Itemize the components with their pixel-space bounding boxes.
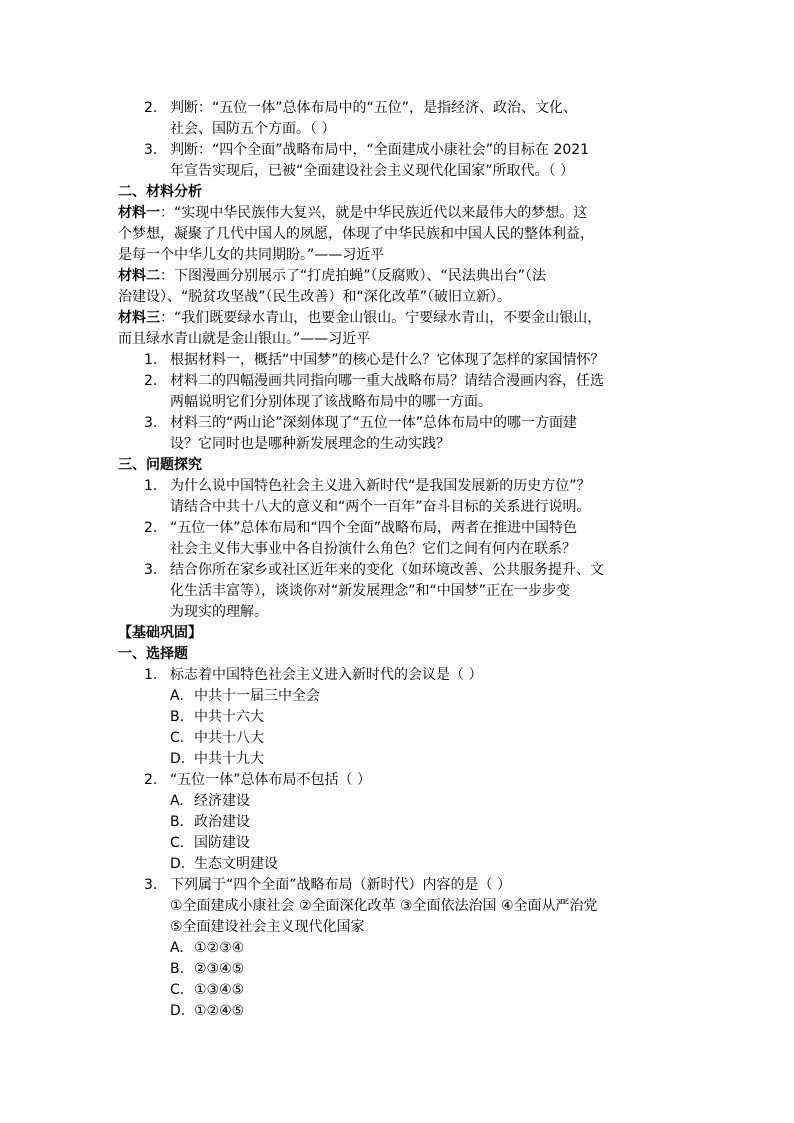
option-c: [170, 833, 250, 853]
item-number: 2.: [144, 373, 158, 389]
inquiry-question-1-cont: 请结合中共十八大的意义和“两个一百年”奋斗目标的关系进行说明。: [170, 499, 591, 515]
choice-question-3: [144, 875, 511, 895]
option-b: [170, 812, 250, 832]
item-text: 结合你所在家乡或社区近年来的变化（如环境改善、公共服务提升、文: [170, 562, 604, 578]
material-label: 材料二: [118, 268, 160, 284]
inquiry-question-2: [144, 518, 577, 538]
inquiry-question-2-cont: 社会主义伟大事业中各自扮演什么角色？它们之间有何内在联系？: [170, 541, 576, 557]
option-letter: A.: [170, 793, 184, 809]
option-letter: D.: [170, 856, 186, 872]
option-text: 中共十九大: [194, 751, 264, 767]
option-letter: D.: [170, 751, 186, 767]
item-text: “五位一体”总体布局不包括（ ）: [170, 772, 371, 788]
judgment-item-3: [144, 140, 589, 160]
analysis-question-2: [144, 371, 604, 391]
choice-question-2: [144, 770, 371, 790]
option-text: ①②④⑤: [194, 1003, 245, 1019]
item-text: 材料二的四幅漫画共同指向哪一重大战略布局？请结合漫画内容，任选: [170, 373, 604, 389]
option-d: [170, 1001, 244, 1021]
material-one-cont: 是每一个中华儿女的共同期盼。”——习近平: [118, 247, 385, 263]
option-c: [170, 980, 244, 1000]
analysis-question-3: [144, 413, 577, 433]
choice-question-1: [144, 665, 482, 685]
item-number: 2.: [144, 100, 158, 116]
item-text: 标志着中国特色社会主义进入新时代的会议是（ ）: [170, 667, 483, 683]
item-number: 3.: [144, 562, 158, 578]
item-number: 1.: [144, 478, 158, 494]
item-text: 根据材料一，概括“中国梦”的核心是什么？它体现了怎样的家国情怀？: [170, 352, 605, 368]
material-label: 材料三: [118, 310, 160, 326]
option-letter: B.: [170, 814, 185, 830]
material-text: ：“我们既要绿水青山，也要金山银山。宁要绿水青山，不要金山银山，: [160, 310, 602, 326]
material-three: [118, 308, 601, 328]
material-text: ：下图漫画分别展示了“打虎拍蝇”（反腐败）、“民法典出台”（法: [160, 268, 547, 284]
item-number: 2.: [144, 772, 158, 788]
item-number: 1.: [144, 352, 158, 368]
material-label: 材料一: [118, 205, 160, 221]
item-text: “五位一体”总体布局和“四个全面”战略布局，两者在推进中国特色: [170, 520, 578, 536]
option-d: [170, 749, 264, 769]
option-text: ②③④⑤: [194, 961, 245, 977]
section-heading-material-analysis: 二、材料分析: [118, 184, 202, 200]
option-letter: B.: [170, 961, 185, 977]
section-heading-inquiry: 三、问题探究: [118, 457, 202, 473]
item-text: 下列属于“四个全面”战略布局（新时代）内容的是（ ）: [170, 877, 511, 893]
analysis-question-3-cont: 设？它同时也是哪种新发展理念的生动实践？: [170, 436, 450, 452]
item-text: 判断：“四个全面”战略布局中，“全面建成小康社会”的目标在 2021: [170, 142, 590, 158]
inquiry-question-1: [144, 476, 591, 496]
material-three-cont: 而且绿水青山就是金山银山。”——习近平: [118, 331, 371, 347]
analysis-question-2-cont: 两幅说明它们分别体现了该战略布局中的哪一方面。: [170, 394, 492, 410]
choice-items-line-1: ①全面建成小康社会 ②全面深化改革 ③全面依法治国 ④全面从严治党: [170, 898, 598, 914]
option-letter: C.: [170, 835, 185, 851]
basic-heading: 【基础巩固】: [118, 625, 202, 641]
option-text: 经济建设: [194, 793, 250, 809]
option-text: 中共十一届三中全会: [194, 688, 320, 704]
material-one: [118, 203, 587, 223]
item-text: 材料三的“两山论”深刻体现了“五位一体”总体布局中的哪一方面建: [170, 415, 578, 431]
analysis-question-1: [144, 350, 605, 370]
option-letter: B.: [170, 709, 185, 725]
judgment-item-3-cont: 年宣告实现后，已被“全面建设社会主义现代化国家”所取代。（ ）: [170, 163, 574, 179]
option-text: 政治建设: [194, 814, 250, 830]
option-text: 中共十六大: [194, 709, 264, 725]
inquiry-question-3: [144, 560, 604, 580]
material-two: [118, 266, 546, 286]
option-text: 生态文明建设: [194, 856, 278, 872]
option-text: 中共十八大: [194, 730, 264, 746]
option-letter: C.: [170, 982, 185, 998]
option-a: [170, 938, 244, 958]
judgment-item-2: [144, 98, 577, 118]
option-text: ①②③④: [194, 940, 245, 956]
option-a: [170, 791, 250, 811]
item-number: 2.: [144, 520, 158, 536]
option-letter: A.: [170, 688, 184, 704]
item-number: 3.: [144, 415, 158, 431]
item-number: 1.: [144, 667, 158, 683]
option-c: [170, 728, 264, 748]
material-text: ：“实现中华民族伟大复兴，就是中华民族近代以来最伟大的梦想。这: [160, 205, 588, 221]
item-text: 判断：“五位一体”总体布局中的“五位”，是指经济、政治、文化、: [170, 100, 578, 116]
material-one-cont: 个梦想，凝聚了几代中国人的夙愿，体现了中华民族和中国人民的整体利益，: [118, 226, 594, 242]
option-text: ①③④⑤: [194, 982, 245, 998]
material-two-cont: 治建设）、“脱贫攻坚战”（民生改善）和“深化改革”（破旧立新）。: [118, 289, 512, 305]
item-text: 为什么说中国特色社会主义进入新时代“是我国发展新的历史方位”？: [170, 478, 591, 494]
option-letter: C.: [170, 730, 185, 746]
choice-items-line-2: ⑤全面建设社会主义现代化国家: [170, 919, 365, 935]
item-number: 3.: [144, 877, 158, 893]
option-b: [170, 707, 264, 727]
judgment-item-2-cont: 社会、国防五个方面。（ ）: [170, 121, 336, 137]
inquiry-question-3-cont: 化生活丰富等），谈谈你对“新发展理念”和“中国梦”正在一步步变: [170, 583, 571, 599]
inquiry-question-3-cont: 为现实的理解。: [170, 604, 268, 620]
option-letter: A.: [170, 940, 184, 956]
option-d: [170, 854, 278, 874]
option-b: [170, 959, 244, 979]
option-text: 国防建设: [194, 835, 250, 851]
option-letter: D.: [170, 1003, 186, 1019]
item-number: 3.: [144, 142, 158, 158]
option-a: [170, 686, 320, 706]
section-heading-choice: 一、选择题: [118, 646, 188, 662]
